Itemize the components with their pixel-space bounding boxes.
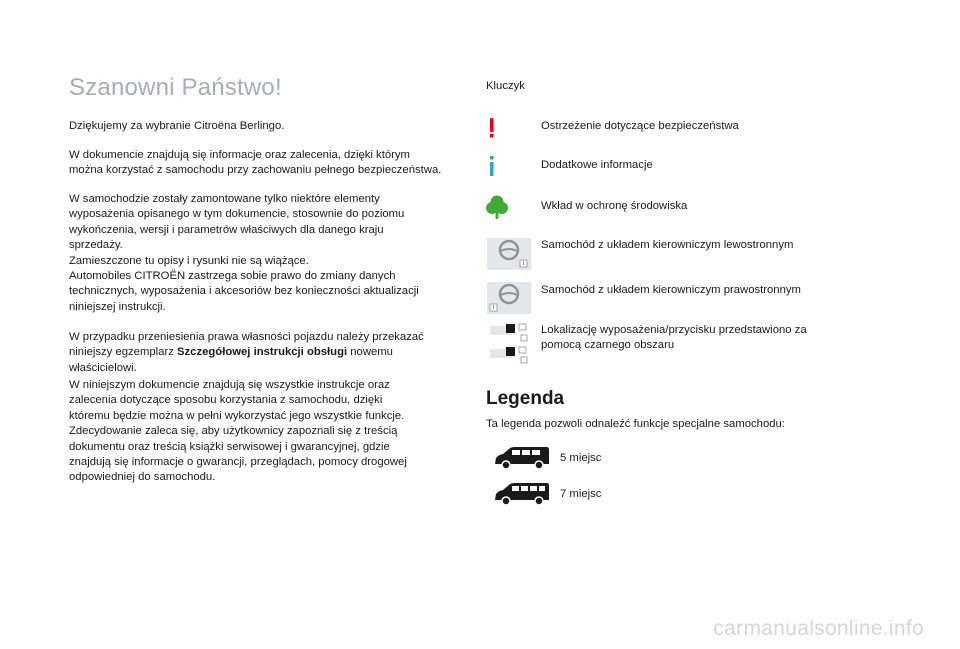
key-item-lhd <box>486 236 866 272</box>
equipment-location-icon <box>486 322 534 364</box>
van-7-seats-icon <box>493 482 551 511</box>
right-hand-drive-icon <box>486 280 534 316</box>
manual-title-bold: Szczegółowej instrukcji obsługi <box>177 346 348 359</box>
equipment-paragraph: W samochodzie zostały zamontowane tylko niektóre elementy wyposażenia opisanego w tym dokumencie, stosownie do poziomu wykończenia, wersji i parametrów właściwych dla danego kraju sprzedaży. Zamieszczone tu opisy i rysunki nie są wiążące. Automobiles CITROËN zastrzega sobie prawo do zmiany danych technicznych, wyposażenia i akcesoriów bez konieczności aktualizacji niniejszej instrukcji. <box>69 193 419 313</box>
transfer-text-before: W przypadku przeniesienia prawa własności pojazdu należy przekazać niniejszy egzemplarz <box>69 331 424 359</box>
key-item-label: Lokalizację wyposażenia/przycisku przedstawiono za pomocą czarnego obszaru <box>541 324 807 351</box>
warning-exclamation-icon <box>486 116 534 152</box>
transfer-text-after: nowemu właścicielowi. <box>69 346 393 374</box>
key-item-rhd <box>486 280 866 316</box>
intro-paragraph: Dziękujemy za wybranie Citroëna Berlingo. <box>69 120 285 132</box>
key-item-warning <box>486 116 866 152</box>
legend-heading: Legenda <box>486 388 565 409</box>
watermark: carmanualsonline.info <box>713 617 924 640</box>
legend-item-5-seats <box>493 446 693 474</box>
transfer-paragraph <box>69 330 469 376</box>
info-icon <box>486 156 534 192</box>
legend-item-7-seats <box>493 482 693 510</box>
key-title: Kluczyk <box>486 80 525 92</box>
key-item-label: Wkład w ochronę środowiska <box>541 200 688 212</box>
instructions-paragraph: W niniejszym dokumencie znajdują się wszystkie instrukcje oraz zalecenia dotyczące sposobu korzystania z samochodu, dzięki któremu będzie można w pełni wykorzystać jego wszystkie funkcje. Zdecydowanie zaleca się, aby użytkownicy zapoznali się z treścią dokumentu oraz treścią książki serwisowej i gwarancyjnej, gdzie znajdują się informacje o gwarancji, przeglądach, pomocy drogowej odpowiedniej do samochodu. <box>69 379 407 484</box>
key-item-environment <box>486 195 866 231</box>
page-title: Szanowni Państwo! <box>69 74 282 101</box>
van-5-seats-icon <box>493 446 551 475</box>
key-item-label: Dodatkowe informacje <box>541 159 653 171</box>
key-item-label: Ostrzeżenie dotyczące bezpieczeństwa <box>541 120 739 132</box>
tree-environment-icon <box>486 195 534 231</box>
key-item-label: Samochód z układem kierowniczym prawostronnym <box>541 284 801 296</box>
legend-item-label: 7 miejsc <box>560 488 602 500</box>
safety-paragraph: W dokumencie znajdują się informacje oraz zalecenia, dzięki którym można korzystać z samochodu przy zachowaniu pełnego bezpieczeństwa. <box>69 149 442 177</box>
legend-item-label: 5 miejsc <box>560 452 602 464</box>
left-hand-drive-icon <box>486 236 534 272</box>
legend-description: Ta legenda pozwoli odnaleźć funkcje specjalne samochodu: <box>486 418 785 430</box>
key-item-info <box>486 156 866 192</box>
key-item-label: Samochód z układem kierowniczym lewostronnym <box>541 239 794 251</box>
key-item-location <box>486 322 866 364</box>
